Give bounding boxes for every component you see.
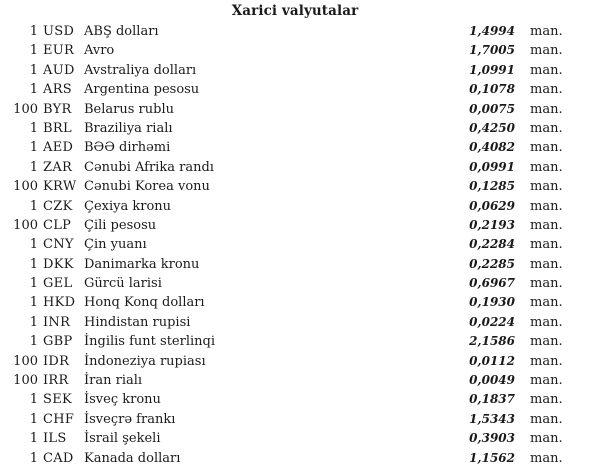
currency-unit-amount: 1 bbox=[29, 295, 38, 311]
currency-unit-amount: 1 bbox=[29, 159, 38, 175]
exchange-rate: 0,0049 bbox=[469, 373, 515, 388]
currency-unit-label: man. bbox=[530, 120, 563, 136]
exchange-rate: 0,0224 bbox=[469, 314, 515, 329]
currency-code: GEL bbox=[43, 276, 73, 292]
currency-unit-amount: 1 bbox=[29, 256, 38, 272]
currency-name: İsveç kronu bbox=[84, 392, 161, 408]
exchange-rate: 0,2285 bbox=[469, 256, 515, 271]
currency-unit-amount: 1 bbox=[29, 43, 38, 59]
currency-name: İndoneziya rupiası bbox=[84, 353, 206, 369]
currency-row bbox=[0, 80, 590, 99]
exchange-rate: 0,3903 bbox=[469, 431, 515, 446]
currency-unit-label: man. bbox=[530, 237, 563, 253]
currency-name: Çili pesosu bbox=[84, 217, 157, 233]
currency-unit-label: man. bbox=[530, 101, 563, 117]
currency-unit-amount: 1 bbox=[29, 62, 38, 78]
currency-unit-label: man. bbox=[530, 411, 563, 427]
currency-unit-amount: 1 bbox=[29, 314, 38, 330]
currency-row bbox=[0, 313, 590, 332]
currency-name: ABŞ dolları bbox=[84, 24, 159, 39]
exchange-rate: 0,1078 bbox=[469, 82, 515, 97]
currency-unit-amount: 1 bbox=[29, 411, 38, 427]
currency-code: INR bbox=[43, 314, 71, 330]
currency-unit-amount: 100 bbox=[13, 373, 38, 389]
currency-unit-amount: 1 bbox=[29, 450, 38, 466]
currency-unit-amount: 100 bbox=[13, 179, 38, 195]
currency-row bbox=[0, 216, 590, 235]
currency-code: ARS bbox=[43, 82, 72, 98]
currency-row bbox=[0, 119, 590, 138]
exchange-rate: 2,1586 bbox=[469, 334, 515, 349]
currency-unit-amount: 100 bbox=[13, 217, 38, 233]
exchange-rate: 1,5343 bbox=[469, 411, 515, 426]
currency-unit-amount: 1 bbox=[29, 431, 38, 447]
exchange-rate: 0,4250 bbox=[469, 120, 515, 135]
currency-code: HKD bbox=[43, 295, 76, 311]
currency-unit-amount: 1 bbox=[29, 140, 38, 156]
exchange-rate: 1,4994 bbox=[469, 24, 515, 38]
exchange-rate: 0,0991 bbox=[469, 159, 515, 174]
exchange-rate: 1,1562 bbox=[469, 450, 515, 465]
currency-row bbox=[0, 274, 590, 293]
currency-row bbox=[0, 429, 590, 448]
currency-name: Hindistan rupisi bbox=[84, 314, 191, 330]
currency-row bbox=[0, 371, 590, 390]
currency-list bbox=[0, 22, 590, 466]
currency-code: DKK bbox=[43, 256, 74, 272]
currency-code: EUR bbox=[43, 43, 75, 59]
currency-name: Kanada dolları bbox=[84, 450, 181, 466]
page-title: Xarici valyutalar bbox=[231, 3, 359, 19]
exchange-rate: 0,2193 bbox=[469, 217, 515, 232]
currency-unit-label: man. bbox=[530, 431, 563, 447]
currency-row bbox=[0, 22, 590, 41]
currency-unit-amount: 1 bbox=[29, 198, 38, 214]
currency-code: SEK bbox=[43, 392, 73, 408]
currency-code: ILS bbox=[43, 431, 67, 447]
currency-name: İran rialı bbox=[84, 373, 143, 389]
exchange-rate: 0,1285 bbox=[469, 179, 515, 194]
currency-name: Argentina pesosu bbox=[84, 82, 200, 98]
currency-unit-label: man. bbox=[530, 140, 563, 156]
currency-name: Gürcü larisi bbox=[84, 276, 162, 292]
currency-code: IRR bbox=[43, 373, 69, 389]
currency-code: CHF bbox=[43, 411, 75, 427]
currency-name: Avro bbox=[84, 43, 115, 59]
currency-row bbox=[0, 332, 590, 351]
currency-unit-label: man. bbox=[530, 179, 563, 195]
currency-row bbox=[0, 41, 590, 60]
currency-row bbox=[0, 449, 590, 466]
currency-unit-amount: 1 bbox=[29, 82, 38, 98]
currency-name: İsrail şekeli bbox=[84, 431, 161, 447]
currency-code: AED bbox=[43, 140, 74, 156]
currency-name: Honq Konq dolları bbox=[84, 295, 205, 311]
currency-code: BRL bbox=[43, 120, 72, 136]
currency-unit-amount: 1 bbox=[29, 24, 38, 39]
currency-name: Braziliya rialı bbox=[84, 120, 173, 136]
currency-name: Avstraliya dolları bbox=[84, 62, 197, 78]
exchange-rate: 0,1837 bbox=[469, 392, 515, 407]
exchange-rate: 1,0991 bbox=[469, 62, 515, 77]
currency-unit-label: man. bbox=[530, 82, 563, 98]
currency-row bbox=[0, 390, 590, 409]
currency-code: BYR bbox=[43, 101, 72, 117]
currency-code: CAD bbox=[43, 450, 74, 466]
currency-unit-label: man. bbox=[530, 198, 563, 214]
currency-name: Belarus rublu bbox=[84, 101, 174, 117]
exchange-rate: 0,4082 bbox=[469, 140, 515, 155]
currency-unit-label: man. bbox=[530, 373, 563, 389]
exchange-rate: 0,1930 bbox=[469, 295, 515, 310]
currency-row bbox=[0, 410, 590, 429]
currency-row bbox=[0, 158, 590, 177]
exchange-rate: 0,6967 bbox=[469, 276, 515, 291]
currency-code: CZK bbox=[43, 198, 73, 214]
currency-name: İngilis funt sterlinqi bbox=[84, 334, 215, 350]
currency-row bbox=[0, 197, 590, 216]
currency-unit-label: man. bbox=[530, 217, 563, 233]
currency-unit-label: man. bbox=[530, 62, 563, 78]
currency-unit-amount: 100 bbox=[13, 353, 38, 369]
exchange-rate: 1,7005 bbox=[469, 43, 515, 58]
currency-code: ZAR bbox=[43, 159, 73, 175]
currency-code: AUD bbox=[43, 62, 75, 78]
currency-code: CNY bbox=[43, 237, 74, 253]
currency-unit-label: man. bbox=[530, 353, 563, 369]
currency-name: Çin yuanı bbox=[84, 237, 147, 253]
currency-code: CLP bbox=[43, 217, 72, 233]
currency-code: USD bbox=[43, 24, 75, 39]
currency-name: Çexiya kronu bbox=[84, 198, 172, 214]
exchange-rate: 0,0629 bbox=[469, 198, 515, 213]
currency-name: İsveçrə frankı bbox=[84, 411, 176, 427]
currency-unit-label: man. bbox=[530, 43, 563, 59]
currency-row bbox=[0, 293, 590, 312]
currency-row bbox=[0, 235, 590, 254]
currency-unit-label: man. bbox=[530, 334, 563, 350]
currency-row bbox=[0, 255, 590, 274]
currency-code: KRW bbox=[43, 179, 77, 195]
currency-row bbox=[0, 100, 590, 119]
exchange-rate: 0,2284 bbox=[469, 237, 515, 252]
exchange-rate: 0,0075 bbox=[469, 101, 515, 116]
currency-unit-amount: 1 bbox=[29, 120, 38, 136]
currency-row bbox=[0, 177, 590, 196]
currency-unit-amount: 1 bbox=[29, 276, 38, 292]
currency-unit-label: man. bbox=[530, 314, 563, 330]
currency-unit-label: man. bbox=[530, 276, 563, 292]
currency-unit-label: man. bbox=[530, 256, 563, 272]
currency-code: IDR bbox=[43, 353, 70, 369]
currency-name: BƏƏ dirhəmi bbox=[84, 140, 171, 156]
currency-row bbox=[0, 61, 590, 80]
currency-code: GBP bbox=[43, 334, 73, 350]
currency-name: Cənubi Korea vonu bbox=[84, 179, 210, 195]
currency-row bbox=[0, 352, 590, 371]
currency-unit-label: man. bbox=[530, 24, 563, 39]
currency-name: Danimarka kronu bbox=[84, 256, 200, 272]
currency-unit-amount: 1 bbox=[29, 334, 38, 350]
currency-unit-label: man. bbox=[530, 450, 563, 466]
exchange-rate: 0,0112 bbox=[469, 353, 515, 368]
currency-unit-label: man. bbox=[530, 392, 563, 408]
currency-unit-amount: 1 bbox=[29, 392, 38, 408]
currency-row bbox=[0, 138, 590, 157]
currency-name: Cənubi Afrika randı bbox=[84, 159, 214, 175]
currency-unit-amount: 1 bbox=[29, 237, 38, 253]
currency-unit-amount: 100 bbox=[13, 101, 38, 117]
currency-unit-label: man. bbox=[530, 295, 563, 311]
currency-unit-label: man. bbox=[530, 159, 563, 175]
